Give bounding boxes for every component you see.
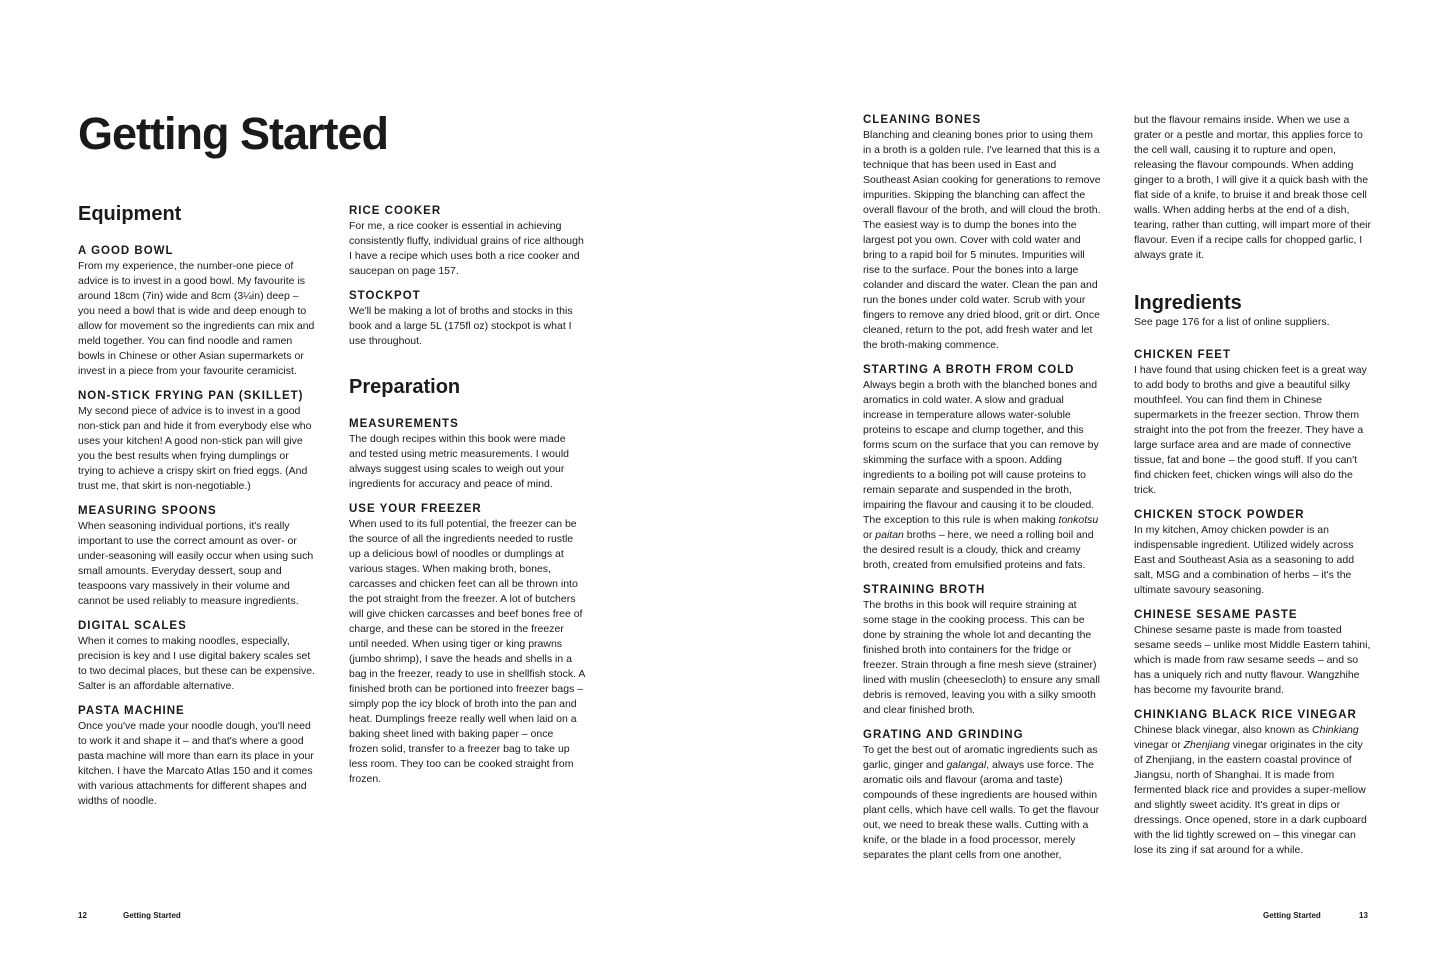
item-text: When seasoning individual portions, it's really important to use the correct amount as over- or under-seasoning will easily occur when using such small amounts. Everyday dessert, soup and teaspoons vary massively in their volume and cannot be used reliably to measure ingredients. (78, 520, 314, 607)
item-text: I have found that using chicken feet is a great way to add body to broths and give a beautiful silky mouthfeel. You can find them in Chinese supermarkets in the freezer section. Throw them straight into the pot from the freezer. They have a large surface area and are made of connective tissue, fat and bone – the good stuff. If you can't find chicken feet, chicken wings will also do the trick. (1134, 364, 1367, 496)
item-text-part: To get the best out of aromatic ingredients such as garlic, ginger and (863, 744, 1098, 771)
item-title: CHICKEN FEET (1134, 349, 1231, 361)
item-title: GRATING AND GRINDING (863, 729, 1024, 741)
item-title: USE YOUR FREEZER (349, 503, 482, 515)
item-text: When it comes to making noodles, especially, precision is key and I use digital bakery scales set to two decimal places, but these can be expensive. Salter is an affordable alternative. (78, 635, 315, 692)
equipment-continued-column (349, 204, 585, 787)
item-title: CHINESE SESAME PASTE (1134, 609, 1298, 621)
item-text-part: broths – here, we need a rolling boil and the desired result is a cloudy, thick and creamy broth, created from emulsified proteins and fats. (863, 529, 1094, 571)
item-text: Once you've made your noodle dough, you'll need to work it and shape it – and that's where a good pasta machine will more than earn its place in your kitchen. I have the Marcato Atlas 150 and it comes with various attachments for different shapes and widths of noodle. (78, 720, 314, 807)
preparation-heading: Preparation (349, 376, 461, 398)
item-title: MEASUREMENTS (349, 418, 459, 430)
ingredients-intro: See page 176 for a list of online suppliers. (1134, 316, 1330, 328)
item-text: When used to its full potential, the freezer can be the source of all the ingredients needed to rustle up a delicious bowl of noodles or dumplings at various stages. When making broth, bones, carcasses and chicken feet can all be thrown into the pot straight from the freezer. A lot of butchers will give chicken carcasses and beef bones free of charge, and these can be stored in the freezer until needed. When using tiger or king prawns (jumbo shrimp), I save the heads and shells in a bag in the freezer, ready to use in shellfish stock. A finished broth can be portioned into freezer bags – simply pop the icy block of broth into the pan and heat. Dumplings freeze really well when laid on a baking sheet lined with baking paper – once frozen solid, transfer to a freezer bag to take up less room. They too can be cooked straight from frozen. (349, 518, 585, 785)
item-text (863, 743, 1103, 863)
item-text-emphasis: galangal (946, 759, 987, 771)
right-column-2 (1134, 113, 1372, 858)
item-text-emphasis: Chinkiang (1312, 724, 1359, 736)
item-title: CLEANING BONES (863, 114, 982, 126)
left-running-title: Getting Started (123, 911, 181, 920)
left-page-number: 12 (78, 911, 87, 920)
right-running-title: Getting Started (1263, 911, 1321, 920)
item-text-part: or (863, 529, 876, 541)
item-text-part: Chinese black vinegar, also known as (1134, 724, 1313, 736)
ingredients-heading: Ingredients (1134, 292, 1242, 314)
item-title: CHINKIANG BLACK RICE VINEGAR (1134, 709, 1357, 721)
item-text: In my kitchen, Amoy chicken powder is an indispensable ingredient. Utilized widely across East and Southeast Asia as a seasoning to add salt, MSG and a combination of herbs – it's the ultimate savoury seasoning. (1134, 524, 1355, 596)
item-title: NON-STICK FRYING PAN (SKILLET) (78, 390, 304, 402)
item-text: From my experience, the number-one piece of advice is to invest in a good bowl. My favourite is around 18cm (7in) wide and 8cm (3¼in) deep – you need a bowl that is wide and deep enough to allow for movement so the ingredients can mix and meld together. You can find noodle and ramen bowls in Chinese or other Asian supermarkets or invest in a piece from your favourite ceramicist. (78, 260, 315, 377)
item-text-part: , always use force. The aromatic oils and flavour (aroma and taste) compounds of these ingredients are housed within plant cells, which have cell walls. To get the flavour out, we need to break these walls. Cutting with a knife, or the blade in a food processor, merely separates the plant cells from one another, (863, 759, 1100, 861)
continuation-text: but the flavour remains inside. When we use a grater or a pestle and mortar, this applies force to the cell wall, causing it to rupture and open, releasing the flavour compounds. When adding ginger to a broth, I will give it a quick bash with the flat side of a knife, to bruise it and break those cell walls. When adding herbs at the end of a dish, tearing, rather than cutting, will impart more of their flavour. Even if a recipe calls for chopped garlic, I always grate it. (1134, 114, 1371, 261)
equipment-column (78, 202, 316, 809)
item-text: The broths in this book will require straining at some stage in the cooking process. This can be done by straining the whole lot and decanting the finished broth into containers for the fridge or freezer. Strain through a fine mesh sieve (strainer) lined with muslin (cheesecloth) to ensure any small debris is removed, leaving you with a silky smooth and clear finished broth. (863, 599, 1100, 716)
item-text (863, 378, 1103, 573)
item-text: The dough recipes within this book were made and tested using metric measurements. I would always suggest using scales to weigh out your ingredients for accuracy and peace of mind. (349, 433, 570, 490)
item-text-emphasis: paitan (875, 529, 904, 541)
right-column-1 (863, 113, 1103, 863)
item-text-part: vinegar originates in the city of Zhenjiang, in the eastern coastal province of Jiangsu, north of Shanghai. It is made from fermented black rice and provides a super-mellow and slightly sweet acidity. It's great in dips or dressings. Once opened, store in a dark cupboard with the lid tightly screwed on – this vinegar can lose its zing if sat around for a while. (1134, 739, 1367, 856)
item-title: MEASURING SPOONS (78, 505, 217, 517)
item-title: PASTA MACHINE (78, 705, 185, 717)
item-title: RICE COOKER (349, 205, 442, 217)
item-text-emphasis: tonkotsu (1058, 514, 1099, 526)
item-text-part: Always begin a broth with the blanched bones and aromatics in cold water. A slow and gradual increase in temperature allows water-soluble proteins to escape and clump together, and this forms scum on the surface that you can remove by skimming the surface with a spoon. Adding ingredients to a boiling pot will cause proteins to remain separate and suspended in the broth, impairing the flavour and causing it to be clouded. The exception to this rule is when making (863, 379, 1099, 526)
item-text: Blanching and cleaning bones prior to using them in a broth is a golden rule. I've learned that this is a technique that has been used in East and Southeast Asian cooking for generations to remove impurities. Skipping the blanching can affect the overall flavour of the broth, and will cloud the broth. The easiest way is to dump the bones into the largest pot you own. Cover with cold water and bring to a rapid boil for 5 minutes. Impurities will rise to the surface. Pour the bones into a large colander and discard the water. Clean the pan and run the bones under cold water. Scrub with your fingers to remove any dried blood, grit or dirt. Once cleaned, return to the pot, add fresh water and let the broth-making commence. (863, 129, 1101, 351)
item-text: We'll be making a lot of broths and stocks in this book and a large 5L (175fl oz) stockpot is what I use throughout. (349, 305, 573, 347)
item-text-emphasis: Zhenjiang (1183, 739, 1230, 751)
item-title: A GOOD BOWL (78, 245, 174, 257)
item-text: My second piece of advice is to invest in a good non-stick pan and hide it from everybody else who uses your kitchen! A good non-stick pan will give you the best results when frying dumplings or trying to achieve a crispy skirt on fried eggs. (And trust me, that skirt is non-negotiable.) (78, 405, 312, 492)
item-text (1134, 723, 1372, 858)
item-title: STARTING A BROTH FROM COLD (863, 364, 1075, 376)
item-text-part: vinegar or (1134, 739, 1184, 751)
equipment-heading: Equipment (78, 203, 182, 225)
page-title: Getting Started (78, 108, 389, 159)
item-text: Chinese sesame paste is made from toasted sesame seeds – unlike most Middle Eastern tahini, which is made from raw sesame seeds – and so has a uniquely rich and nutty flavour. Wangzhihe has become my favourite brand. (1134, 624, 1371, 696)
right-page-number: 13 (1359, 911, 1368, 920)
item-title: DIGITAL SCALES (78, 620, 187, 632)
item-title: STRAINING BROTH (863, 584, 986, 596)
item-title: CHICKEN STOCK POWDER (1134, 509, 1305, 521)
item-text: For me, a rice cooker is essential in achieving consistently fluffy, individual grains of rice although I have a recipe which uses both a rice cooker and saucepan on page 157. (349, 220, 584, 277)
item-title: STOCKPOT (349, 290, 421, 302)
